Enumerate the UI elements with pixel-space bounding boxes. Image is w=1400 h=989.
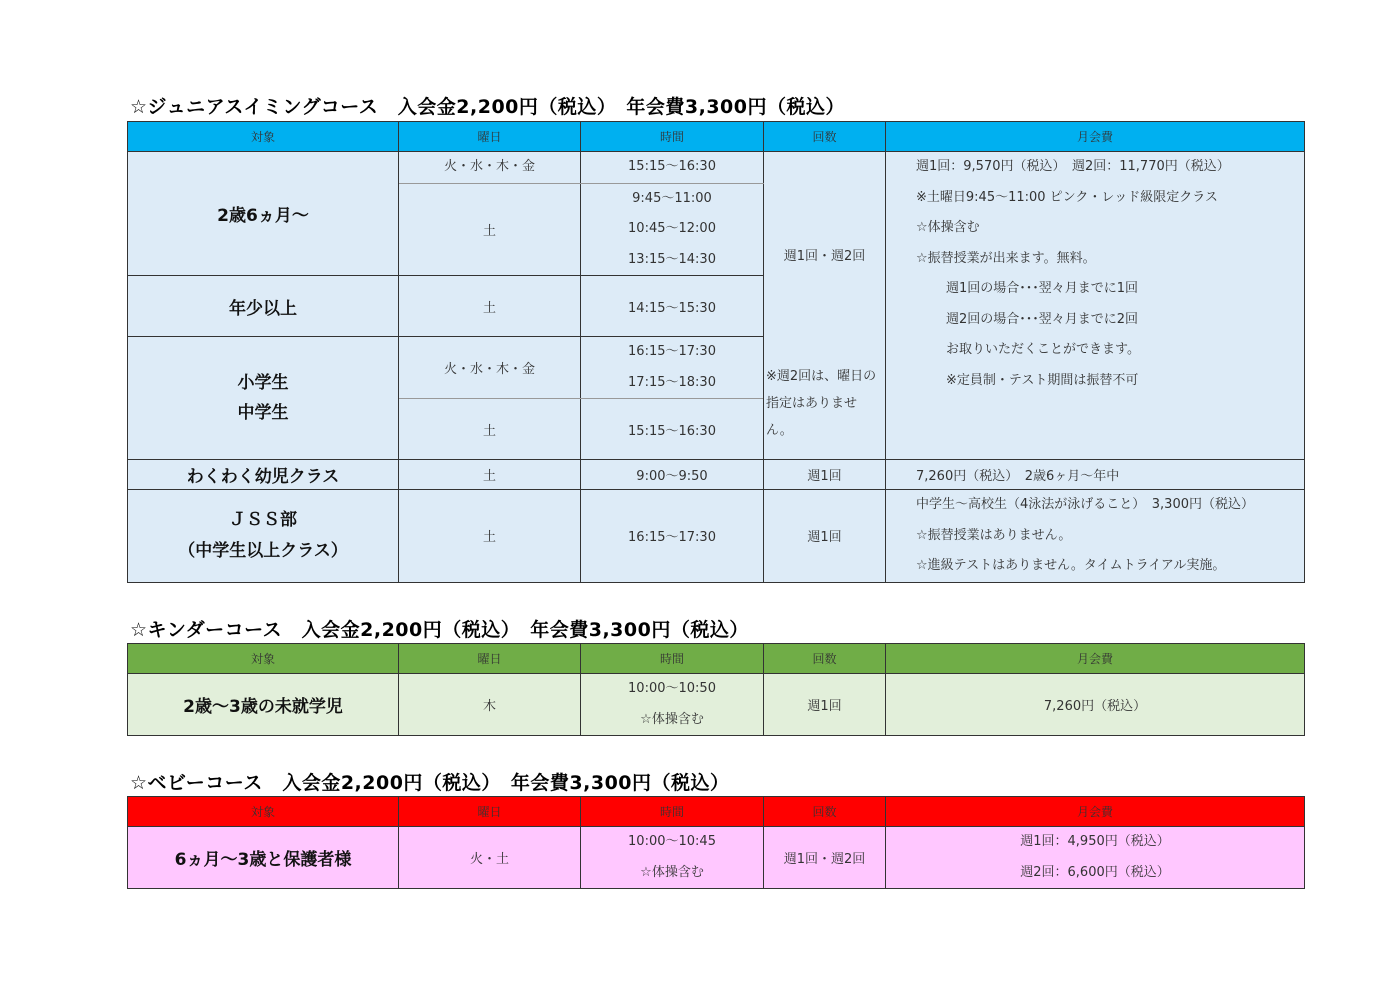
- fee-cell: 7,260円（税込） 2歳6ヶ月～年中: [886, 460, 1305, 490]
- fee-line: ☆振替授業が出来ます。無料。: [916, 250, 1096, 266]
- fee-cell: [886, 490, 1305, 583]
- time-cell: [581, 337, 764, 399]
- day-cell: 土: [399, 490, 581, 583]
- header-day: 曜日: [399, 122, 581, 152]
- fee-line: お取りいただくことができます。: [946, 342, 1140, 357]
- time-line: ☆体操含む: [640, 711, 704, 727]
- header-frequency: 回数: [764, 122, 886, 152]
- target-line: ＪＳＳ部: [229, 510, 297, 531]
- fee-line: 週1回：4,950円（税込）: [1020, 834, 1170, 849]
- table-row: [128, 152, 1305, 184]
- target-cell: 2歳6ヵ月～: [128, 152, 399, 276]
- day-cell: 土: [399, 183, 581, 276]
- time-cell: 9:00～9:50: [581, 460, 764, 490]
- kinder-course-table: [127, 643, 1305, 736]
- day-cell: 土: [399, 399, 581, 460]
- table-row: [128, 674, 1305, 736]
- frequency-note: ※週2回は、曜日の指定はありません。: [766, 368, 877, 438]
- target-cell: わくわく幼児クラス: [128, 460, 399, 490]
- header-monthly-fee: 月会費: [886, 644, 1305, 674]
- header-target: 対象: [128, 644, 399, 674]
- day-cell: 土: [399, 276, 581, 337]
- header-time: 時間: [581, 644, 764, 674]
- time-line: 10:00～10:45: [628, 834, 716, 849]
- header-target: 対象: [128, 797, 399, 827]
- frequency-cell: 週1回: [764, 460, 886, 490]
- time-cell: 15:15～16:30: [581, 152, 764, 184]
- header-time: 時間: [581, 797, 764, 827]
- fee-line: ※土曜日9:45～11:00 ピンク・レッド級限定クラス: [916, 189, 1218, 205]
- time-line: 9:45～11:00: [632, 190, 712, 206]
- target-cell: [128, 490, 399, 583]
- target-line: 中学生: [237, 403, 289, 423]
- table-header-row: [128, 644, 1305, 674]
- junior-course-title: ☆ジュニアスイミングコース 入会金2,200円（税込） 年会費3,300円（税込）: [130, 96, 846, 118]
- time-line: 17:15～18:30: [628, 374, 716, 390]
- time-cell: 14:15～15:30: [581, 276, 764, 337]
- fee-cell: 7,260円（税込）: [886, 674, 1305, 736]
- fee-line: 週1回：9,570円（税込） 週2回：11,770円（税込）: [916, 159, 1230, 174]
- header-day: 曜日: [399, 797, 581, 827]
- target-line: （中学生以上クラス）: [178, 540, 348, 561]
- day-cell: 火・水・木・金: [399, 337, 581, 399]
- table-header-row: [128, 122, 1305, 152]
- time-cell: [581, 674, 764, 736]
- fee-cell: [886, 152, 1305, 460]
- target-cell: 2歳～3歳の未就学児: [128, 674, 399, 736]
- header-frequency: 回数: [764, 644, 886, 674]
- day-cell: 土: [399, 460, 581, 490]
- target-line: 小学生: [237, 372, 289, 393]
- junior-course-table: [127, 121, 1305, 583]
- table-row: [128, 460, 1305, 490]
- frequency-main: 週1回・週2回: [783, 249, 866, 264]
- time-cell: [581, 183, 764, 276]
- fee-line: ☆体操含む: [916, 220, 980, 235]
- time-line: 10:00～10:50: [628, 681, 716, 696]
- header-monthly-fee: 月会費: [886, 122, 1305, 152]
- kinder-course-title: ☆キンダーコース 入会金2,200円（税込） 年会費3,300円（税込）: [130, 619, 749, 641]
- time-line: 16:15～17:30: [628, 344, 716, 359]
- frequency-cell: 週1回・週2回: [764, 827, 886, 889]
- header-target: 対象: [128, 122, 399, 152]
- header-time: 時間: [581, 122, 764, 152]
- target-cell: 6ヵ月～3歳と保護者様: [128, 827, 399, 889]
- frequency-cell: 週1回: [764, 674, 886, 736]
- frequency-cell: [764, 152, 886, 460]
- table-row: [128, 827, 1305, 889]
- day-cell: 火・水・木・金: [399, 152, 581, 184]
- time-cell: 15:15～16:30: [581, 399, 764, 460]
- time-cell: 16:15～17:30: [581, 490, 764, 583]
- baby-course-title: ☆ベビーコース 入会金2,200円（税込） 年会費3,300円（税込）: [130, 772, 730, 794]
- header-monthly-fee: 月会費: [886, 797, 1305, 827]
- fee-line: 週2回：6,600円（税込）: [1020, 864, 1170, 880]
- fee-line: 週2回の場合･･･翌々月までに2回: [946, 311, 1139, 327]
- time-line: 10:45～12:00: [628, 221, 716, 236]
- time-line: ☆体操含む: [640, 864, 704, 880]
- table-row: [128, 490, 1305, 583]
- fee-cell: [886, 827, 1305, 889]
- fee-line: 中学生～高校生（4泳法が泳げること） 3,300円（税込）: [916, 497, 1254, 512]
- table-header-row: [128, 797, 1305, 827]
- fee-line: ☆振替授業はありません。: [916, 527, 1072, 543]
- time-line: 13:15～14:30: [628, 251, 716, 267]
- fee-line: 週1回の場合･･･翌々月までに1回: [946, 281, 1139, 296]
- day-cell: 火・土: [399, 827, 581, 889]
- fee-line: ☆進級テストはありません。タイムトライアル実施。: [916, 558, 1226, 573]
- header-frequency: 回数: [764, 797, 886, 827]
- header-day: 曜日: [399, 644, 581, 674]
- target-cell: [128, 337, 399, 460]
- fee-line: ※定員制・テスト期間は振替不可: [946, 372, 1139, 388]
- baby-course-table: [127, 796, 1305, 889]
- frequency-cell: 週1回: [764, 490, 886, 583]
- target-cell: 年少以上: [128, 276, 399, 337]
- time-cell: [581, 827, 764, 889]
- day-cell: 木: [399, 674, 581, 736]
